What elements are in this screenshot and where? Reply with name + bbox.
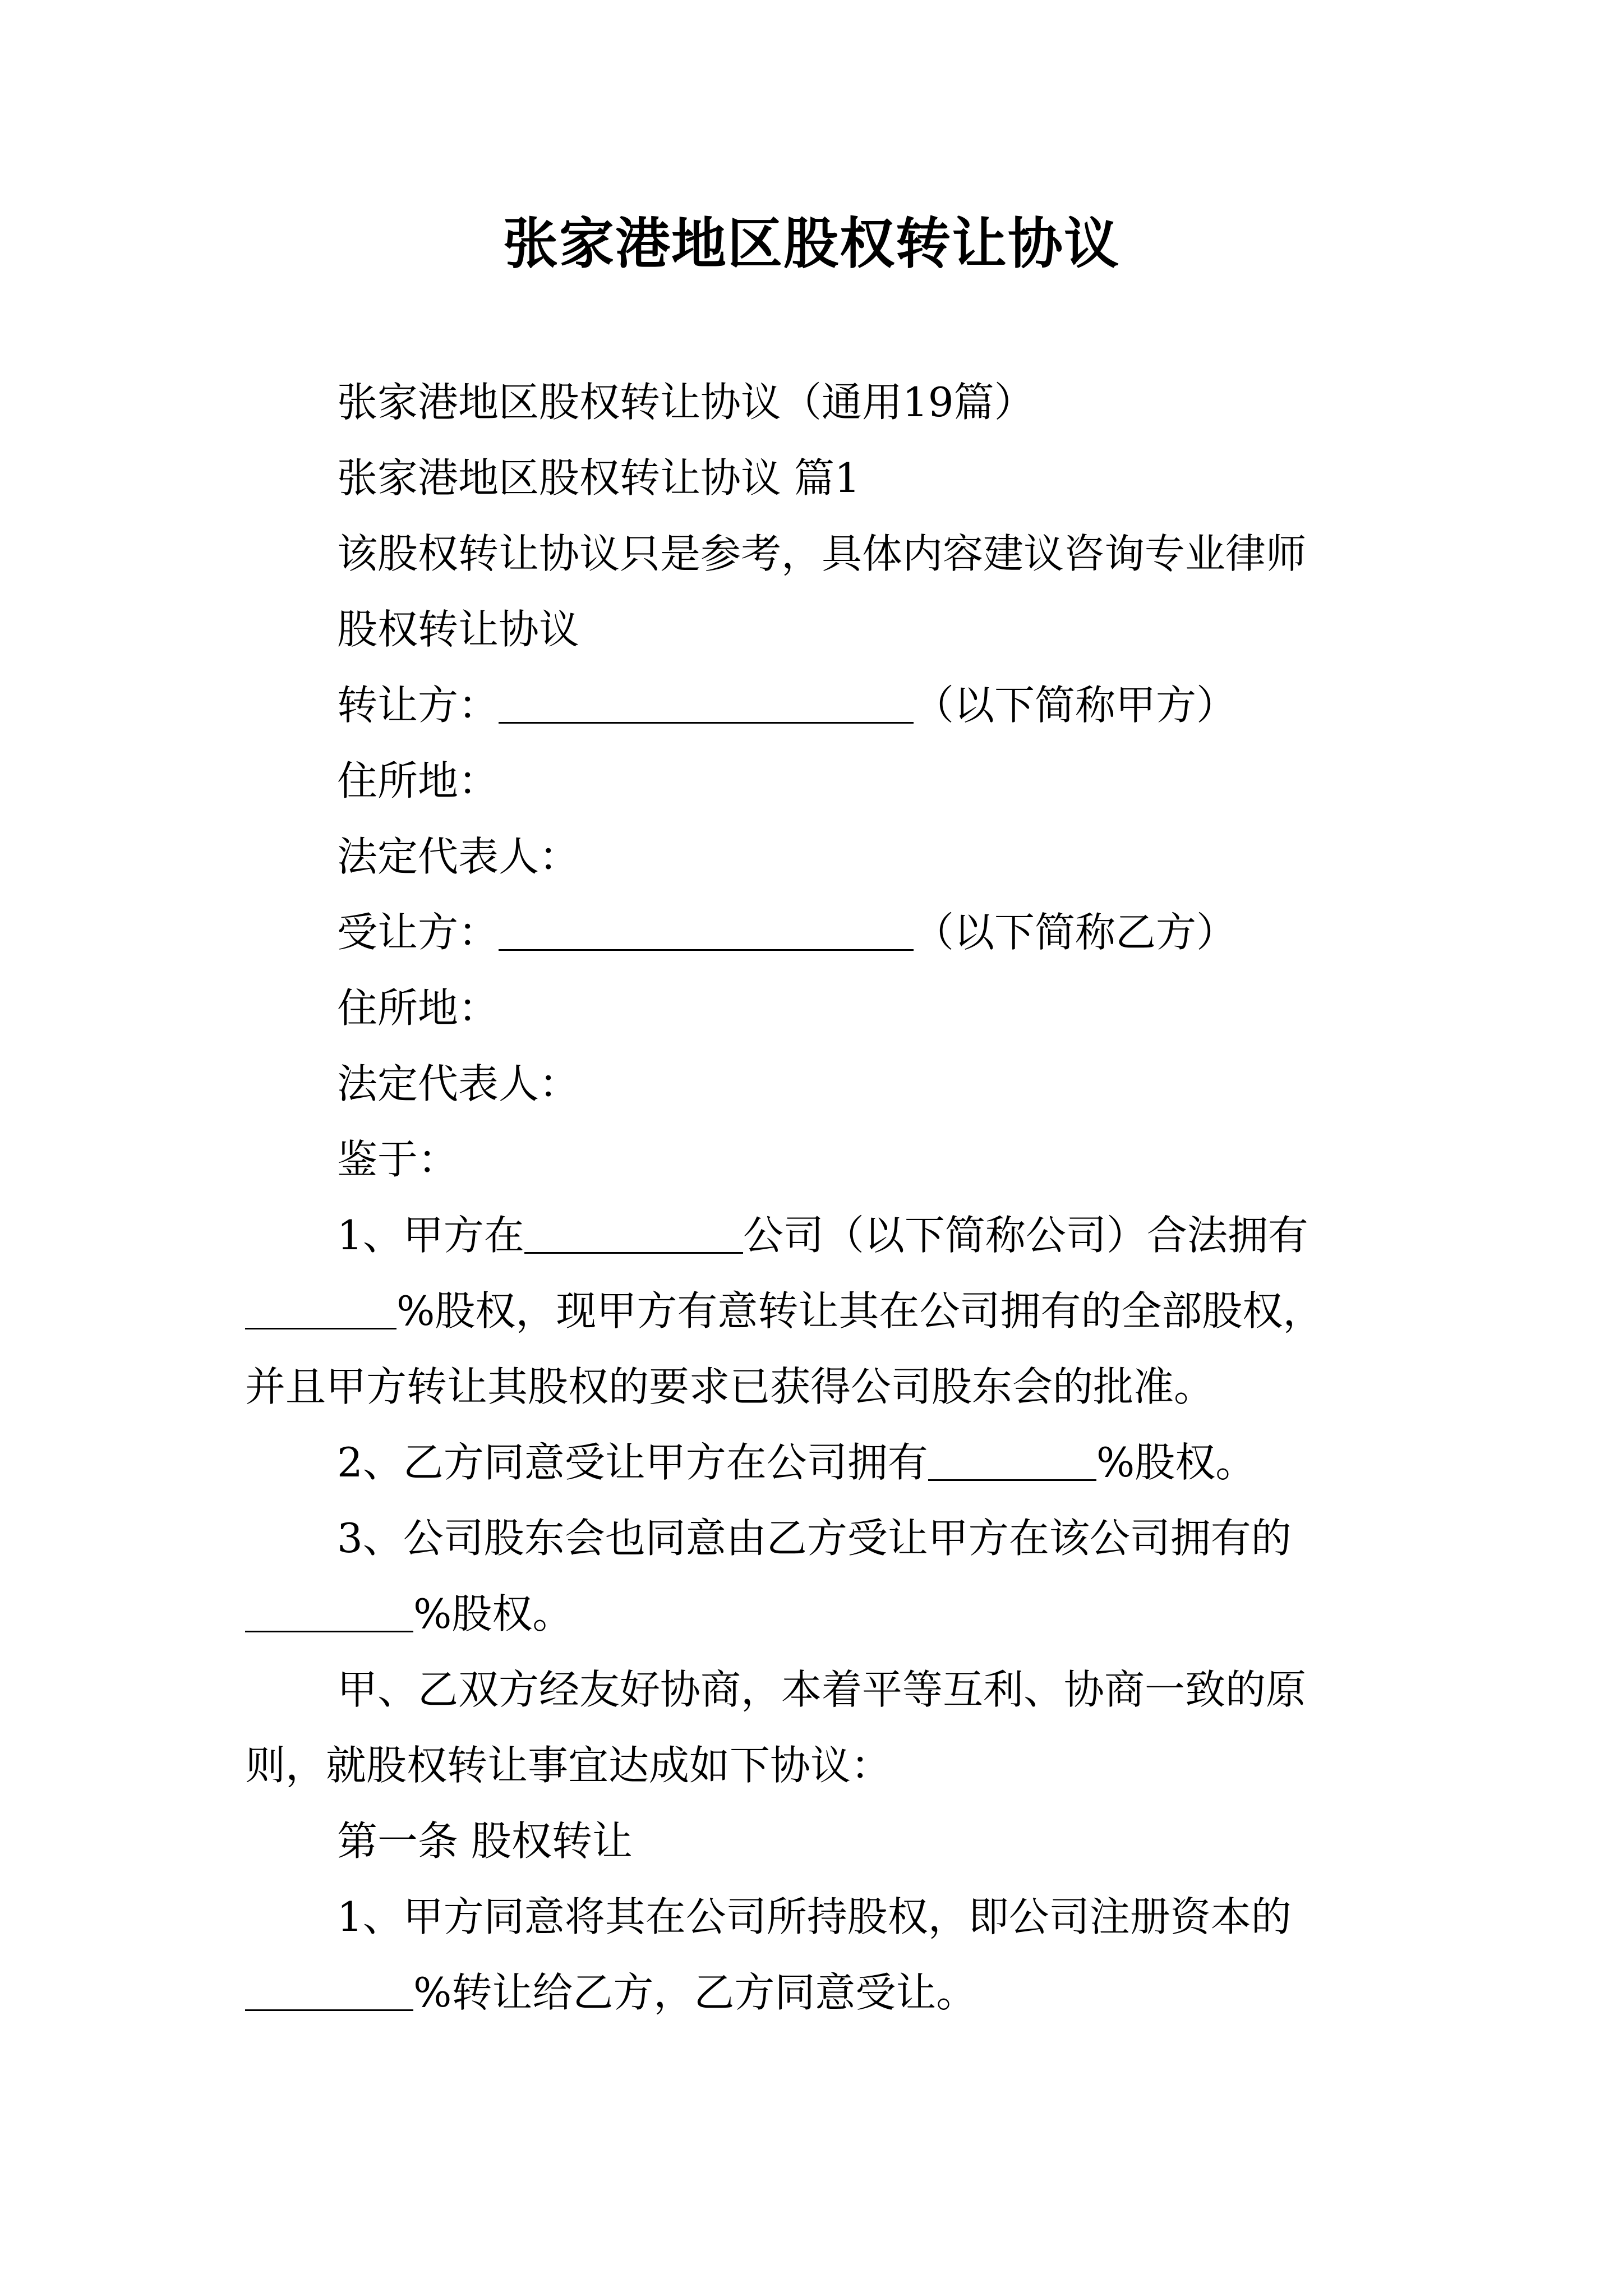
text: 股权转让协议	[337, 606, 580, 653]
text: %股权，现甲方有意转让其在公司拥有的全部股权，	[396, 1287, 1324, 1335]
section-heading	[245, 1803, 1391, 1879]
blank-field	[245, 1975, 413, 2011]
paragraph	[245, 1576, 1391, 1652]
text: 第一条 股权转让	[337, 1818, 633, 1865]
transferee-line	[245, 895, 1391, 970]
text: 鉴于：	[337, 1136, 459, 1183]
paragraph	[245, 970, 1391, 1046]
text: 张家港地区股权转让协议 篇1	[337, 454, 860, 501]
text: 住所地：	[337, 757, 499, 804]
text: 则，就股权转让事宜达成如下协议：	[245, 1742, 892, 1789]
paragraph	[245, 592, 1391, 668]
text: 甲、乙双方经友好协商，本着平等互利、协商一致的原	[337, 1666, 1307, 1713]
paragraph	[245, 365, 1391, 440]
paragraph	[245, 1728, 1391, 1803]
paragraph	[245, 1046, 1391, 1122]
paragraph	[245, 440, 1391, 516]
text: %股权。	[1096, 1439, 1256, 1486]
text: 住所地：	[337, 984, 499, 1032]
text: 3、公司股东会也同意由乙方受让甲方在该公司拥有的	[337, 1515, 1292, 1562]
text: 并且甲方转让其股权的要求已获得公司股东会的批准。	[245, 1363, 1215, 1410]
blank-field	[499, 687, 914, 724]
text: 2、乙方同意受让甲方在公司拥有	[337, 1439, 928, 1486]
blank-field	[245, 1293, 396, 1329]
text: %转让给乙方，乙方同意受让。	[413, 1969, 977, 2016]
blank-field	[928, 1444, 1096, 1481]
transferor-line	[245, 668, 1391, 743]
text: %股权。	[413, 1590, 573, 1637]
blank-field	[499, 914, 914, 951]
text: 转让方：	[337, 682, 499, 729]
text: （以下简称甲方）	[914, 682, 1237, 729]
document-title: 张家港地区股权转让协议	[502, 211, 1120, 276]
paragraph	[245, 1955, 1391, 2031]
text: 1、甲方在	[337, 1212, 524, 1259]
document-body	[245, 365, 1391, 2031]
paragraph	[245, 1879, 1391, 1955]
blank-field	[524, 1217, 743, 1254]
text: 1、甲方同意将其在公司所持股权，即公司注册资本的	[337, 1893, 1292, 1940]
paragraph	[245, 1501, 1391, 1576]
blank-field	[245, 1596, 413, 1632]
paragraph	[245, 1652, 1391, 1728]
paragraph	[245, 516, 1391, 592]
paragraph	[245, 1349, 1391, 1425]
text: 该股权转让协议只是参考，具体内容建议咨询专业律师	[337, 530, 1307, 577]
paragraph	[245, 743, 1391, 819]
text: 法定代表人：	[337, 833, 580, 880]
text: （以下简称乙方）	[914, 909, 1237, 956]
paragraph	[245, 1122, 1391, 1198]
text: 张家港地区股权转让协议（通用19篇）	[337, 379, 1035, 426]
paragraph	[245, 1198, 1391, 1273]
paragraph	[245, 819, 1391, 895]
paragraph	[245, 1425, 1391, 1501]
text: 受让方：	[337, 909, 499, 956]
text: 公司（以下简称公司）合法拥有	[743, 1212, 1308, 1259]
paragraph	[245, 1273, 1391, 1349]
text: 法定代表人：	[337, 1060, 580, 1107]
